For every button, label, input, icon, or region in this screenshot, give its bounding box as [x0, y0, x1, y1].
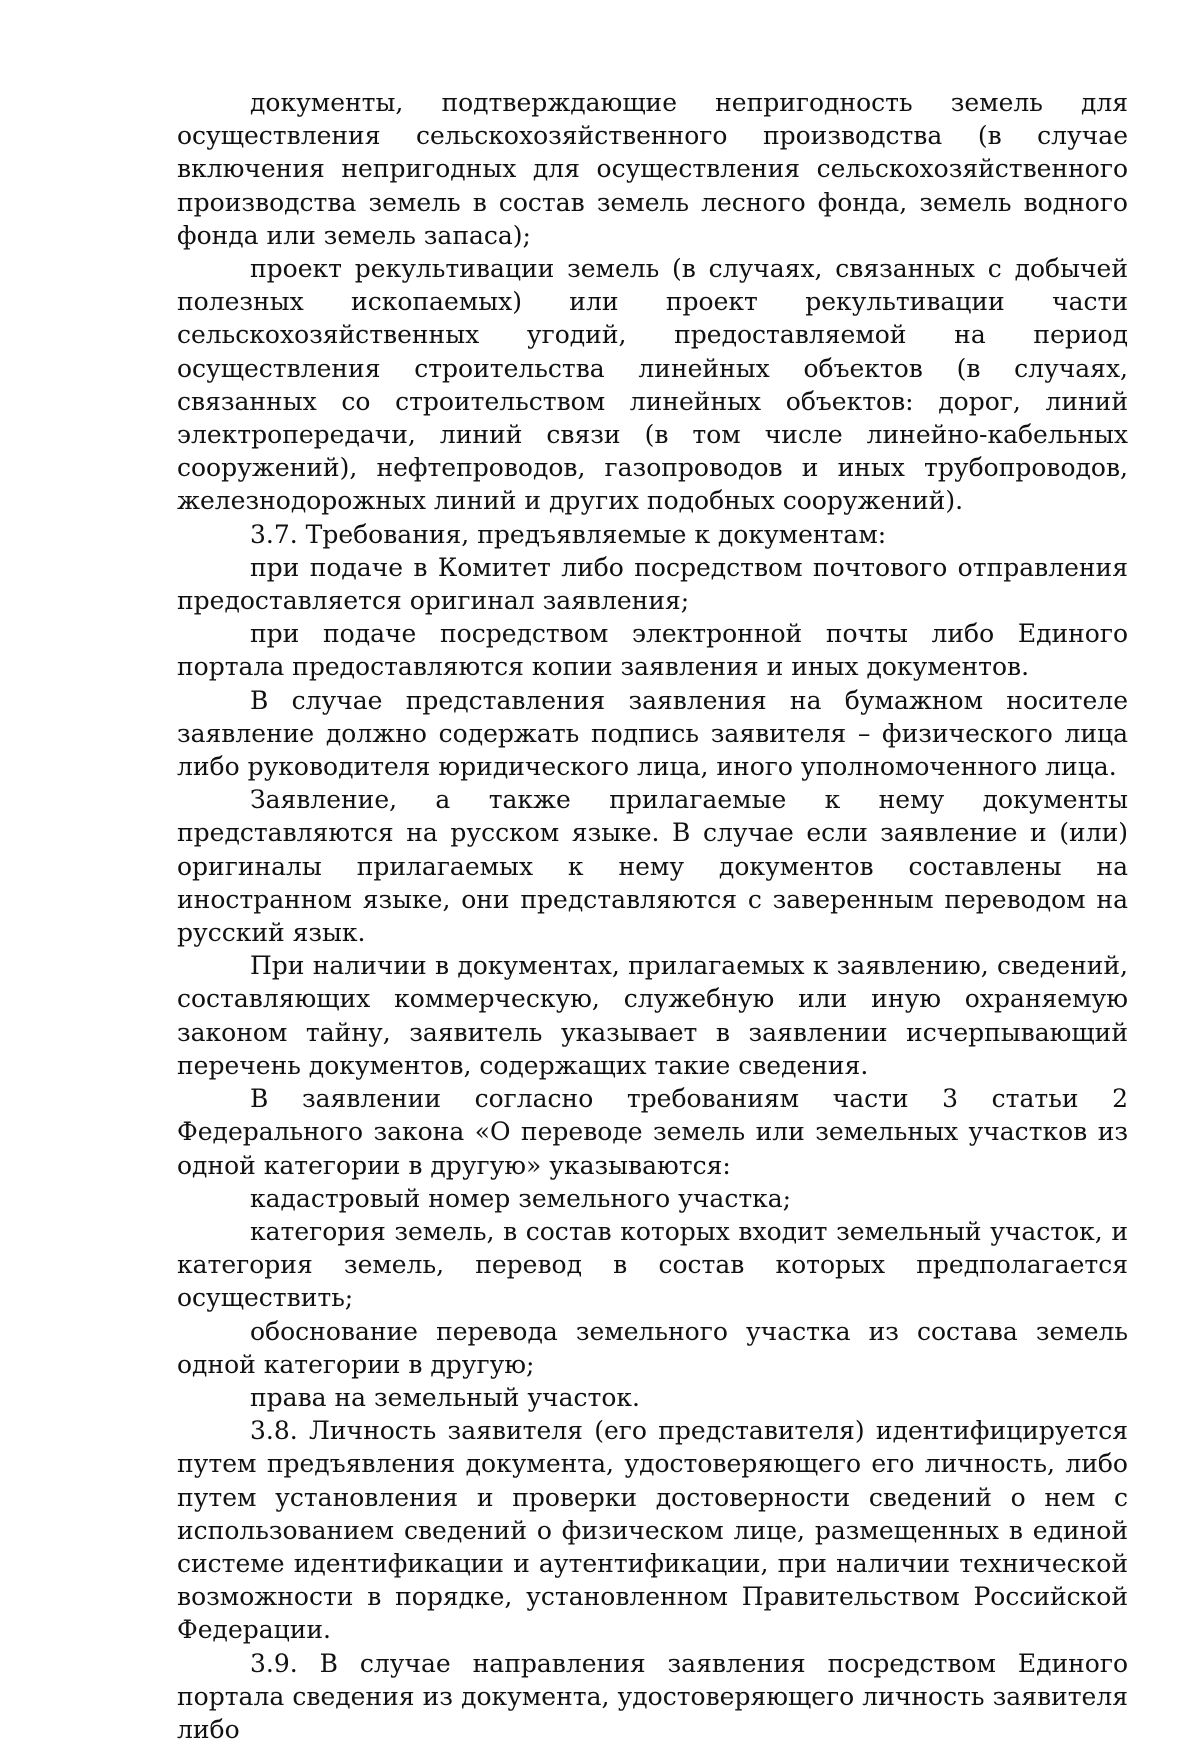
list-item-land-category: категория земель, в состав которых входит земельный участок, и категория земель, перевод в состав которых предполагается осуществить;	[177, 1216, 1128, 1313]
list-item-cadastral-number: кадастровый номер земельного участка;	[250, 1183, 792, 1213]
paragraph-section-3-9: 3.9. В случае направления заявления посредством Единого портала сведения из документа, удостоверяющего личность заявителя либо	[177, 1648, 1128, 1744]
paragraph-section-3-8: 3.8. Личность заявителя (его представителя) идентифицируется путем предъявления документа, удостоверяющего его личность, либо путем установления и проверки достоверности сведений о нем с использованием сведений о физическом лице, размещенных в единой системе идентификации и аутентификации, при наличии технической возможности в порядке, установленном Правительством Российской Федерации.	[177, 1416, 1128, 1645]
list-item-land-rights: права на земельный участок.	[250, 1382, 640, 1412]
paragraph-protected-secrets: При наличии в документах, прилагаемых к заявлению, сведений, составляющих коммерческую, служебную или иную охраняемую законом тайну, заявитель указывает в заявлении исчерпывающий перечень документов, содержащих такие сведения.	[177, 951, 1128, 1080]
paragraph-federal-law-requirements: В заявлении согласно требованиям части 3 статьи 2 Федерального закона «О переводе земель или земельных участков из одной категории в другую» указываются:	[177, 1084, 1128, 1180]
paragraph-unsuitability-documents: документы, подтверждающие непригодность земель для осуществления сельскохозяйственного производства (в случае включения непригодных для осуществления сельскохозяйственного производства земель в состав земель лесного фонда, земель водного фонда или земель запаса);	[177, 88, 1128, 250]
paragraph-paper-signature: В случае представления заявления на бумажном носителе заявление должно содержать подпись заявителя – физического лица либо руководителя юридического лица, иного уполномоченного лица.	[177, 685, 1128, 782]
list-item-justification: обоснование перевода земельного участка из состава земель одной категории в другую;	[177, 1316, 1128, 1379]
document-body	[177, 86, 1128, 1746]
paragraph-russian-language: Заявление, а также прилагаемые к нему документы представляются на русском языке. В случае если заявление и (или) оригиналы прилагаемых к нему документов составлены на иностранном языке, они представляются с заверенным переводом на русский язык.	[177, 785, 1128, 948]
paragraph-recultivation-project: проект рекультивации земель (в случаях, связанных с добычей полезных ископаемых) или проект рекультивации части сельскохозяйственных угодий, предоставляемой на период осуществления строительства линейных объектов (в случаях, связанных со строительством линейных объектов: дорог, линий электропередачи, линий связи (в том числе линейно-кабельных сооружений), нефтепроводов, газопроводов и иных трубопроводов, железнодорожных линий и других подобных сооружений).	[177, 254, 1128, 516]
paragraph-section-3-7: 3.7. Требования, предъявляемые к документам:	[250, 519, 887, 549]
paragraph-original-application: при подаче в Комитет либо посредством почтового отправления предоставляется оригинал заявления;	[177, 552, 1128, 616]
paragraph-copies-electronic: при подаче посредством электронной почты либо Единого портала предоставляются копии заявления и иных документов.	[177, 619, 1128, 682]
